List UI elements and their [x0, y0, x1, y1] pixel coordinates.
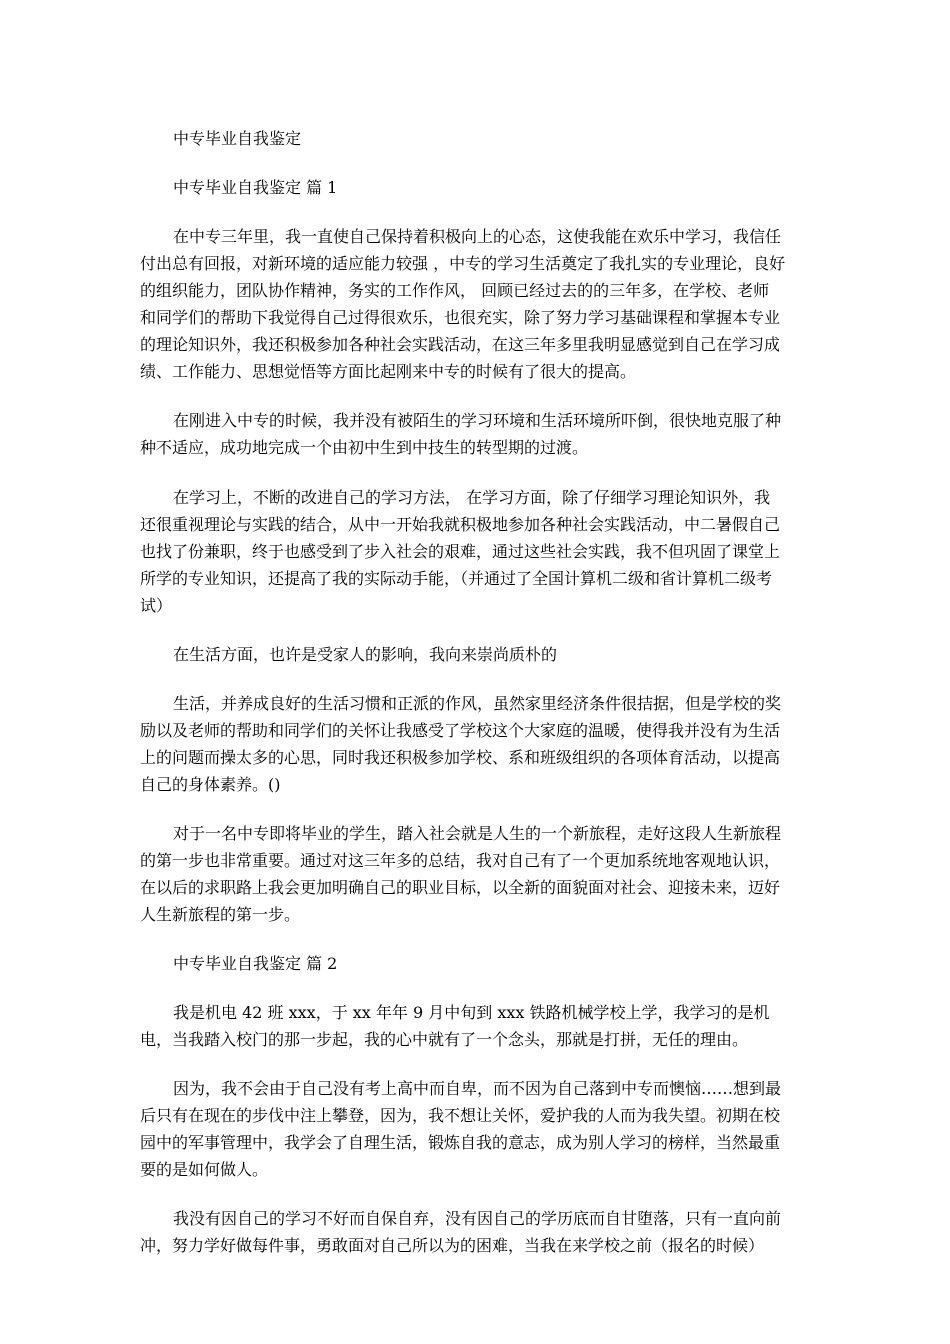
paragraph-line: 在生活方面，也许是受家人的影响，我向来崇尚质朴的	[173, 645, 558, 664]
paragraph-line: 自己的身体素养。()	[140, 775, 281, 794]
paragraph-line: 我是机电 42 班 xxx，于 xx 年年 9 月中旬到 xxx 铁路机械学校上学，我学习的是机	[173, 1003, 770, 1022]
paragraph-line: 园中的军事管理中，我学会了自理生活，锻炼自我的意志，成为别人学习的榜样，当然最重	[140, 1133, 781, 1152]
paragraph-line: 在刚进入中专的时候，我并没有被陌生的学习环境和生活环境所吓倒，很快地克服了种	[173, 411, 782, 430]
paragraph-line: 付出总有回报，对新环境的适应能力较强 ，中专的学习生活奠定了我扎实的专业理论，良好	[140, 254, 786, 273]
paragraph-line: 励以及老师的帮助和同学们的关怀让我感受了学校这个大家庭的温暖，使得我并没有为生活	[140, 721, 781, 740]
paragraph-line: 试）	[140, 596, 173, 615]
paragraph-line: 的组织能力，团队协作精神，务实的工作作风， 回顾已经过去的的三年多，在学校、老师	[140, 281, 770, 300]
paragraph-line: 要的是如何做人。	[140, 1160, 269, 1179]
document-title: 中专毕业自我鉴定	[173, 129, 302, 148]
paragraph-line: 也找了份兼职，终于也感受到了步入社会的艰难，通过这些社会实践，我不但巩固了课堂上	[140, 542, 781, 561]
paragraph-line: 对于一名中专即将毕业的学生，踏入社会就是人生的一个新旅程，走好这段人生新旅程	[173, 824, 782, 843]
paragraph-line: 所学的专业知识，还提高了我的实际动手能，（并通过了全国计算机二级和省计算机二级考	[140, 569, 773, 588]
paragraph-line: 还很重视理论与实践的结合，从中一开始我就积极地参加各种社会实践活动，中二暑假自己	[140, 515, 781, 534]
paragraph-line: 生活，并养成良好的生活习惯和正派的作风，虽然家里经济条件很拮据，但是学校的奖	[173, 694, 782, 713]
paragraph-line: 在学习上，不断的改进自己的学习方法， 在学习方面，除了仔细学习理论知识外，我	[173, 488, 771, 507]
paragraph-line: 后只有在现在的步伐中注上攀登，因为，我不想让关怀，爱护我的人而为我失望。初期在校	[140, 1106, 781, 1125]
paragraph-line: 因为，我不会由于自己没有考上高中而自卑，而不因为自己落到中专而懊恼……想到最	[173, 1079, 782, 1098]
paragraph-line: 种不适应，成功地完成一个由初中生到中技生的转型期的过渡。	[140, 438, 589, 457]
paragraph-line: 冲，努力学好做每件事，勇敢面对自己所以为的困难，当我在来学校之前（报名的时候）	[140, 1236, 765, 1255]
paragraph-line: 电，当我踏入校门的那一步起，我的心中就有了一个念头，那就是打拼，无任的理由。	[140, 1030, 749, 1049]
paragraph-line: 的理论知识外，我还积极参加各种社会实践活动，在这三年多里我明显感觉到自己在学习成	[140, 335, 781, 354]
paragraph-line: 绩、工作能力、思想觉悟等方面比起刚来中专的时候有了很大的提高。	[140, 362, 637, 381]
paragraph-line: 和同学们的帮助下我觉得自己过得很欢乐，也很充实，除了努力学习基础课程和掌握本专业	[140, 308, 781, 327]
paragraph-line: 人生新旅程的第一步。	[140, 905, 301, 924]
paragraph-line: 我没有因自己的学习不好而自保自弃，没有因自己的学历底而自甘堕落，只有一直向前	[173, 1209, 782, 1228]
paragraph-line: 上的问题而操太多的心思，同时我还积极参加学校、系和班级组织的各项体育活动，以提高	[140, 748, 781, 767]
section-heading-2: 中专毕业自我鉴定 篇 2	[173, 954, 338, 973]
paragraph-line: 在中专三年里，我一直使自己保持着积极向上的心态，这使我能在欢乐中学习，我信任	[173, 227, 782, 246]
paragraph-line: 的第一步也非常重要。通过对这三年多的总结，我对自己有了一个更加系统地客观地认识，	[140, 851, 781, 870]
paragraph-line: 在以后的求职路上我会更加明确自己的职业目标，以全新的面貌面对社会、迎接未来，迈好	[140, 878, 781, 897]
section-heading-1: 中专毕业自我鉴定 篇 1	[173, 178, 338, 197]
